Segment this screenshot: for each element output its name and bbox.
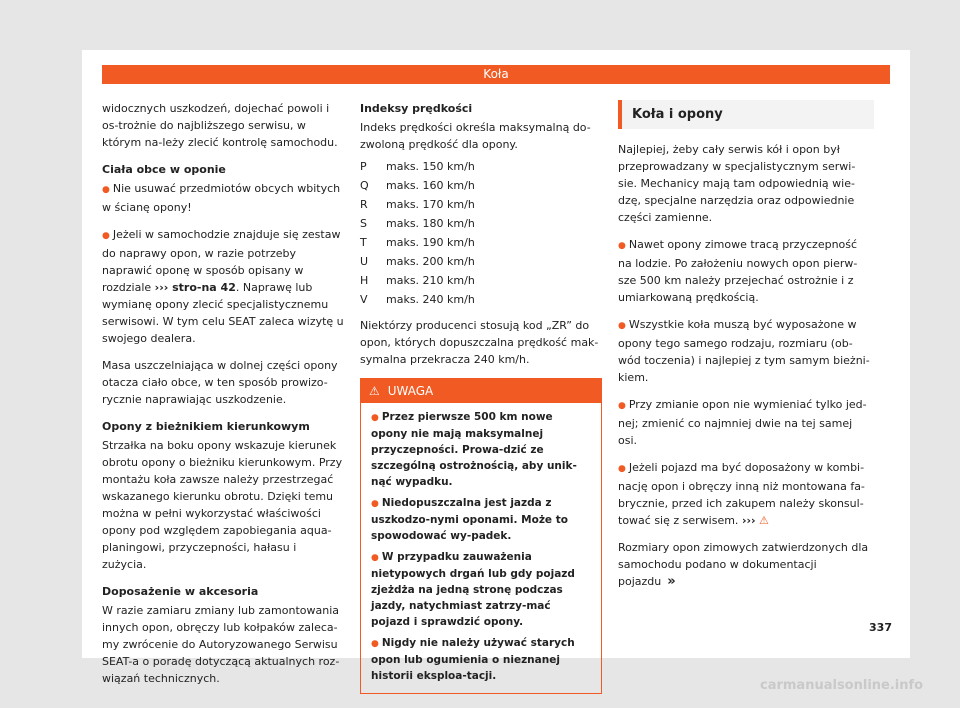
bullet-dot-icon: ● (371, 413, 379, 423)
speed-row (360, 290, 475, 309)
warning-reference-link[interactable]: ››› (741, 514, 756, 527)
warning-text: Przez pierwsze 500 km nowe opony nie mają maksymalnej przyczepności. Prowa-dzić ze szczególną ostrożnością, aby unik-nąć wypadku. (371, 411, 577, 488)
tyre-bullet-4 (618, 459, 874, 529)
zr-paragraph: Niektórzy producenci stosują kod „ZR” do opon, których dopuszczalna prędkość mak-symalna przekracza 240 km/h. (360, 319, 599, 366)
watermark: carmanualsonline.info (760, 678, 924, 693)
section-title: Koła i opony (632, 107, 723, 122)
warning-item (371, 635, 591, 684)
intro-paragraph: widocznych uszkodzeń, dojechać powoli i os-trożnie do najbliższego serwisu, w którym na-leży zlecić kontrolę samochodu. (102, 102, 338, 149)
warning-text: Nigdy nie należy używać starych opon lub ogumienia o nieznanej historii eksploa-tacji. (371, 637, 575, 682)
tyre-bullet-3 (618, 396, 874, 449)
speed-index-letter: Q (360, 179, 369, 192)
mass-paragraph: Masa uszczelniająca w dolnej części opony otacza ciało obce, w ten sposób prowizo-rycznie naprawiając uszkodzenie. (102, 359, 338, 406)
bullet-text: Przy zmianie opon nie wymieniać tylko jed-nej; zmienić co najmniej dwie na tej samej osi. (618, 398, 867, 447)
continue-arrow-icon: » (667, 574, 676, 589)
speed-index-value: maks. 190 km/h (386, 236, 475, 249)
directional-paragraph: Strzałka na boku opony wskazuje kierunek obrotu opony o bieżniku kierunkowym. Przy montażu koła zawsze należy przestrzegać wskazanego kierunku obrotu. Dzięki temu można w pełni wykorzystać właściwości opony pod względem zapobiegania aqua-planingowi, przyczepności, hałasu i zużycia. (102, 439, 343, 571)
bullet-dot-icon: ● (618, 401, 626, 411)
speed-index-letter: V (360, 293, 368, 306)
warning-item (371, 409, 591, 490)
page-number: 337 (869, 621, 892, 634)
warning-text: W przypadku zauważenia nietypowych drgań lub gdy pojazd zjeżdża na jedną stronę podczas jazdy, natychmiast zatrzy-mać pojazd i sprawdzić opony. (371, 551, 575, 628)
speed-index-value: maks. 180 km/h (386, 217, 475, 230)
speed-index-letter: R (360, 198, 368, 211)
warning-title: UWAGA (387, 384, 434, 398)
header-title: Koła (483, 67, 509, 81)
sizes-text: Rozmiary opon zimowych zatwierdzonych dla samochodu podano w dokumentacji pojazdu (618, 541, 869, 588)
service-paragraph: Najlepiej, żeby cały serwis kół i opon był przeprowadzany w specjalistycznym serwi-sie. Mechanicy mają tam odpowiednią wie-dzę, specjalne narzędzia oraz odpowiednie części zamienne. (618, 143, 856, 224)
speed-index-paragraph: Indeks prędkości określa maksymalną do-zwoloną prędkość dla opony. (360, 121, 591, 151)
speed-row (360, 157, 475, 176)
bullet-text: . Naprawę lub wymianę opony zlecić specjalistycznemu serwisowi. W tym celu SEAT zaleca wizytę u swojego dealera. (102, 281, 344, 345)
speed-row (360, 214, 475, 233)
section-title-box (618, 100, 874, 129)
speed-row (360, 233, 475, 252)
speed-index-value: maks. 150 km/h (386, 160, 475, 173)
warning-triangle-icon: ⚠ (369, 384, 380, 398)
warning-body (361, 403, 601, 693)
bullet-dot-icon: ● (371, 639, 379, 649)
speed-row (360, 271, 475, 290)
page-reference-link[interactable]: ››› stro-na 42 (154, 281, 236, 294)
bullet-foreign-1 (102, 180, 344, 216)
bullet-dot-icon: ● (102, 185, 110, 195)
heading-accessories: Doposażenie w akcesoria (102, 585, 259, 598)
bullet-dot-icon: ● (618, 464, 626, 474)
bullet-text: Jeżeli w samochodzie znajduje się zestaw do naprawy opon, w razie potrzeby naprawić oponę w sposób opisany w rozdziale (102, 228, 341, 294)
speed-index-value: maks. 240 km/h (386, 293, 475, 306)
speed-row (360, 252, 475, 271)
speed-index-letter: T (360, 236, 367, 249)
speed-row (360, 195, 475, 214)
bullet-dot-icon: ● (102, 231, 110, 241)
bullet-dot-icon: ● (371, 553, 379, 563)
column-left (102, 100, 344, 697)
column-middle (360, 100, 602, 694)
speed-index-value: maks. 170 km/h (386, 198, 475, 211)
accessories-paragraph: W razie zamiaru zmiany lub zamontowania innych opon, obręczy lub kołpaków zaleca-my zwrócenie do Autoryzowanego Serwisu SEAT-a o poradę dotyczącą aktualnych roz-wiązań technicznych. (102, 604, 340, 685)
speed-index-table (360, 157, 475, 309)
speed-index-value: maks. 160 km/h (386, 179, 475, 192)
bullet-text: Jeżeli pojazd ma być doposażony w kombi-nację opon i obręczy inną niż montowana fa-brycznie, przed ich zakupem należy skonsul-tować się z serwisem. (618, 461, 865, 527)
warning-box (360, 378, 602, 694)
manual-page (82, 50, 910, 685)
speed-index-letter: S (360, 217, 367, 230)
speed-row (360, 176, 475, 195)
bullet-text: Nawet opony zimowe tracą przyczepność na lodzie. Po założeniu nowych opon pierw-sze 500 km należy przejechać ostrożnie i z umiarkowaną prędkością. (618, 238, 858, 304)
warning-header (361, 379, 601, 403)
speed-index-letter: H (360, 274, 369, 287)
sizes-paragraph (618, 539, 874, 590)
warning-item (371, 549, 591, 630)
warning-item (371, 495, 591, 544)
bullet-dot-icon: ● (618, 241, 626, 251)
bullet-dot-icon: ● (618, 321, 626, 331)
speed-index-value: maks. 200 km/h (386, 255, 475, 268)
warning-text: Niedopuszczalna jest jazda z uszkodzo-nymi oponami. Może to spowodować wy-padek. (371, 497, 568, 542)
page-header (102, 65, 890, 84)
bullet-foreign-2 (102, 226, 344, 347)
speed-index-letter: U (360, 255, 369, 268)
heading-directional: Opony z bieżnikiem kierunkowym (102, 420, 310, 433)
speed-index-letter: P (360, 160, 367, 173)
speed-index-value: maks. 210 km/h (386, 274, 475, 287)
tyre-bullet-1 (618, 236, 874, 306)
warning-triangle-icon: ⚠ (759, 514, 769, 527)
bullet-text: Wszystkie koła muszą być wyposażone w opony tego samego rodzaju, rozmiaru (ob-wód toczenia) i najlepiej z tym samym bieżni-kiem. (618, 318, 870, 384)
heading-speed-index: Indeksy prędkości (360, 102, 473, 115)
column-right (618, 100, 874, 600)
heading-foreign-objects: Ciała obce w oponie (102, 163, 226, 176)
tyre-bullet-2 (618, 316, 874, 386)
bullet-dot-icon: ● (371, 499, 379, 509)
bullet-text: Nie usuwać przedmiotów obcych wbitych w ścianę opony! (102, 182, 341, 214)
